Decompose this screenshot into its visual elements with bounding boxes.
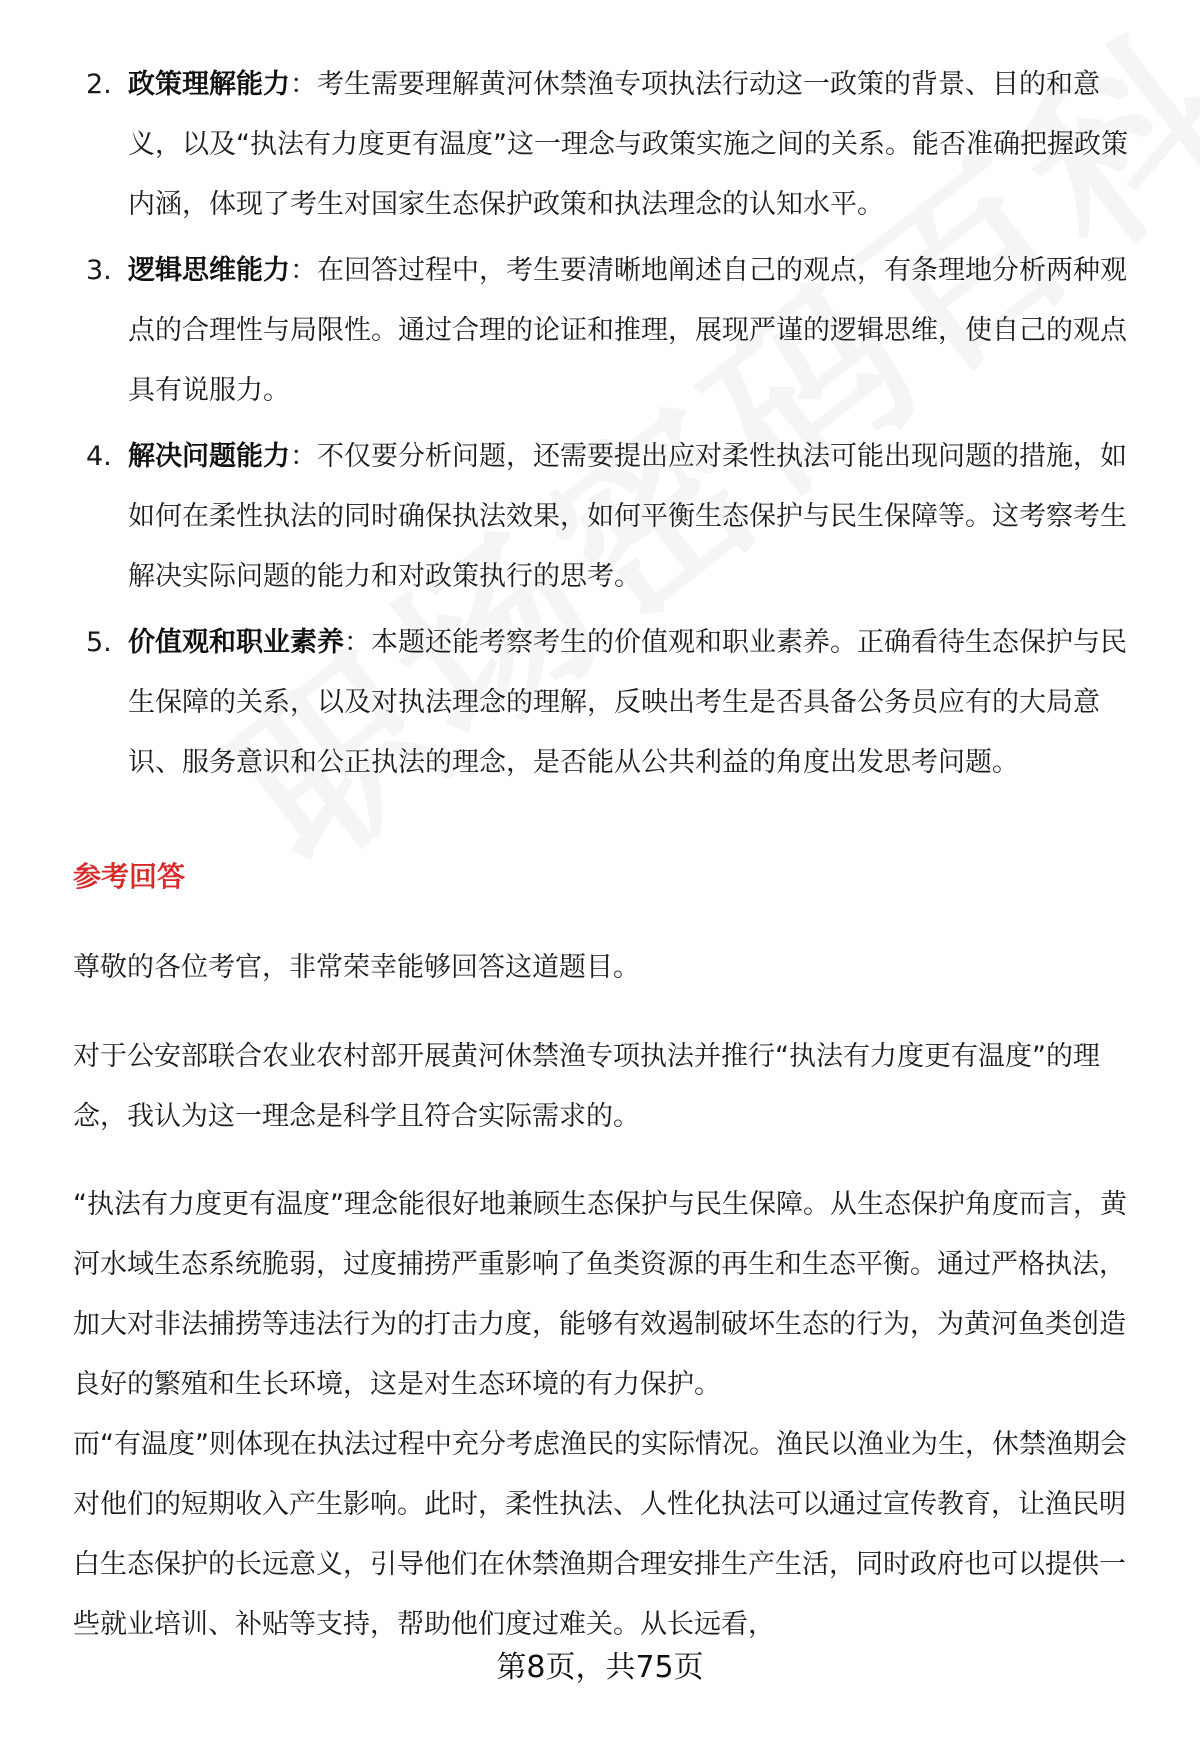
list-number: 3. [86, 255, 112, 286]
paragraph-greeting: 尊敬的各位考官，非常荣幸能够回答这道题目。 [73, 952, 640, 983]
list-text: ：在回答过程中，考生要清晰地阐述自己的观点，有条理地分析两种观点的合理性与局限性。通过合理的论证和推理，展现严谨的逻辑思维，使自己的观点具有说服力。 [128, 255, 1127, 406]
list-term: 价值观和职业素养 [128, 627, 344, 658]
section-heading: 参考回答 [73, 860, 186, 893]
paragraph-opinion: 对于公安部联合农业农村部开展黄河休禁渔专项执法并推行“执法有力度更有温度”的理念，我认为这一理念是科学且符合实际需求的。 [73, 1041, 1100, 1132]
numbered-list [0, 55, 1200, 799]
list-number: 2. [86, 69, 112, 100]
list-text: ：本题还能考察考生的价值观和职业素养。正确看待生态保护与民生保障的关系，以及对执法理念的理解，反映出考生是否具备公务员应有的大局意识、服务意识和公正执法的理念，是否能从公共利益的角度出发思考问题。 [128, 627, 1127, 778]
list-term: 政策理解能力 [128, 69, 290, 100]
list-item [0, 427, 1200, 607]
list-text: ：不仅要分析问题，还需要提出应对柔性执法可能出现问题的措施，如如何在柔性执法的同时确保执法效果，如何平衡生态保护与民生保障等。这考察考生解决实际问题的能力和对政策执行的思考。 [128, 441, 1127, 592]
paragraph-warmth: 而“有温度”则体现在执法过程中充分考虑渔民的实际情况。渔民以渔业为生，休禁渔期会对他们的短期收入产生影响。此时，柔性执法、人性化执法可以通过宣传教育，让渔民明白生态保护的长远意义，引导他们在休禁渔期合理安排生产生活，同时政府也可以提供一些就业培训、补贴等支持，帮助他们度过难关。从长远看， [73, 1429, 1127, 1640]
list-item [0, 241, 1200, 421]
list-item [0, 613, 1200, 793]
list-term: 逻辑思维能力 [128, 255, 290, 286]
paragraph-ecology: “执法有力度更有温度”理念能很好地兼顾生态保护与民生保障。从生态保护角度而言，黄河水域生态系统脆弱，过度捕捞严重影响了鱼类资源的再生和生态平衡。通过严格执法，加大对非法捕捞等违法行为的打击力度，能够有效遏制破坏生态的行为，为黄河鱼类创造良好的繁殖和生长环境，这是对生态环境的有力保护。 [73, 1189, 1127, 1400]
list-number: 4. [86, 441, 112, 472]
list-term: 解决问题能力 [128, 441, 290, 472]
page-number: 第8页，共75页 [496, 1650, 704, 1685]
list-number: 5. [86, 627, 112, 658]
list-text: ：考生需要理解黄河休禁渔专项执法行动这一政策的背景、目的和意义，以及“执法有力度更有温度”这一理念与政策实施之间的关系。能否准确把握政策内涵，体现了考生对国家生态保护政策和执法理念的认知水平。 [128, 69, 1128, 220]
list-item [0, 55, 1200, 235]
